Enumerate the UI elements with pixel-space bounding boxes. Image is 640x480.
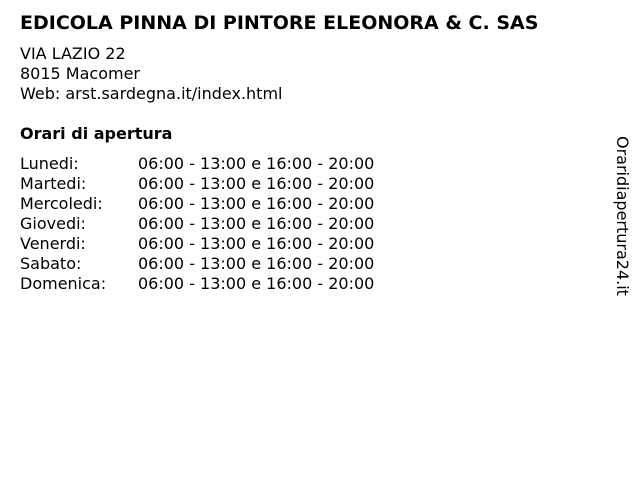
time-range: 06:00 - 13:00 e 16:00 - 20:00 bbox=[138, 214, 375, 233]
hours-row-thursday bbox=[20, 214, 374, 234]
time-range: 06:00 - 13:00 e 16:00 - 20:00 bbox=[138, 254, 375, 273]
day-label: Sabato: bbox=[20, 254, 82, 273]
city-address: 8015 Macomer bbox=[20, 64, 141, 83]
site-watermark bbox=[612, 136, 632, 308]
day-label: Mercoledi: bbox=[20, 194, 103, 213]
hours-row-monday bbox=[20, 154, 374, 174]
time-range: 06:00 - 13:00 e 16:00 - 20:00 bbox=[138, 274, 375, 293]
hours-row-friday bbox=[20, 234, 374, 254]
day-label: Lunedi: bbox=[20, 154, 79, 173]
address-block bbox=[20, 44, 282, 104]
day-label: Martedi: bbox=[20, 174, 87, 193]
day-label: Venerdi: bbox=[20, 234, 86, 253]
time-range: 06:00 - 13:00 e 16:00 - 20:00 bbox=[138, 174, 375, 193]
hours-row-tuesday bbox=[20, 174, 374, 194]
time-range: 06:00 - 13:00 e 16:00 - 20:00 bbox=[138, 194, 375, 213]
hours-row-saturday bbox=[20, 254, 374, 274]
hours-row-wednesday bbox=[20, 194, 374, 214]
website-link[interactable]: Web: arst.sardegna.it/index.html bbox=[20, 84, 283, 103]
business-name: EDICOLA PINNA DI PINTORE ELEONORA & C. SAS bbox=[20, 12, 539, 34]
time-range: 06:00 - 13:00 e 16:00 - 20:00 bbox=[138, 234, 375, 253]
hours-heading: Orari di apertura bbox=[20, 124, 173, 143]
opening-hours-table bbox=[20, 154, 374, 294]
day-label: Domenica: bbox=[20, 274, 107, 293]
hours-row-sunday bbox=[20, 274, 374, 294]
site-watermark-text: Oraridiapertura24.it bbox=[613, 136, 632, 296]
day-label: Giovedi: bbox=[20, 214, 86, 233]
time-range: 06:00 - 13:00 e 16:00 - 20:00 bbox=[138, 154, 375, 173]
street-address: VIA LAZIO 22 bbox=[20, 44, 126, 63]
